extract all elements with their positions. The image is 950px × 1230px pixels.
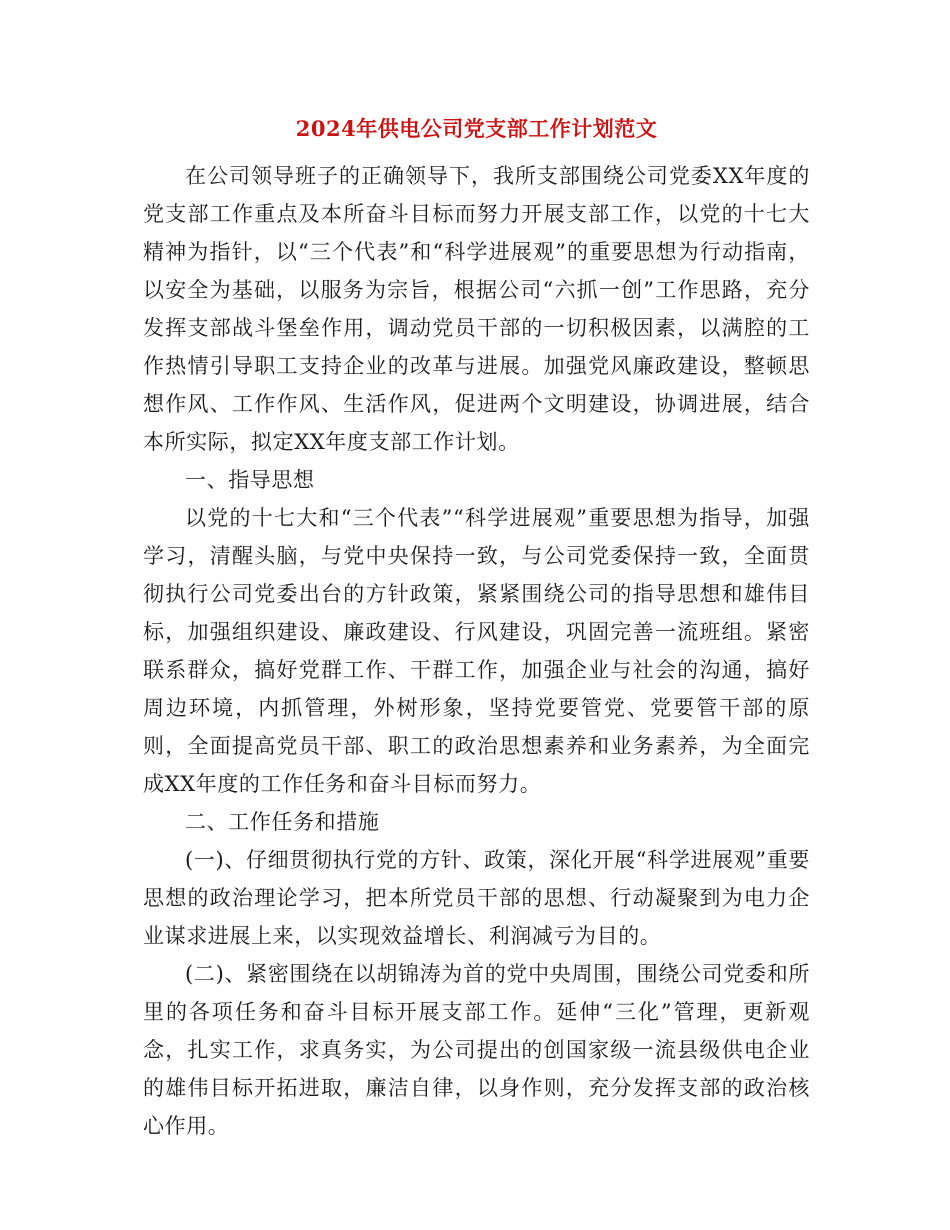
- task-item-2: (二)、紧密围绕在以胡锦涛为首的党中央周围，围绕公司党委和所里的各项任务和奋斗目标开展支部工作。延伸“三化”管理，更新观念，扎实工作，求真务实，为公司提出的创国家级一流县级供电企业的雄伟目标开拓进取，廉洁自律，以身作则，充分发挥支部的政治核心作用。: [143, 962, 810, 1138]
- task-item-1: (一)、仔细贯彻执行党的方针、政策，深化开展“科学进展观”重要思想的政治理论学习，把本所党员干部的思想、行动凝聚到为电力企业谋求进展上来，以实现效益增长、利润减亏为目的。: [143, 848, 810, 948]
- intro-paragraph: 在公司领导班子的正确领导下，我所支部围绕公司党委XX年度的党支部工作重点及本所奋斗目标而努力开展支部工作，以党的十七大精神为指针，以“三个代表”和“科学进展观”的重要思想为行动指南，以安全为基础，以服务为宗旨，根据公司“六抓一创”工作思路，充分发挥支部战斗堡垒作用，调动党员干部的一切积极因素，以满腔的工作热情引导职工支持企业的改革与进展。加强党风廉政建设，整顿思想作风、工作作风、生活作风，促进两个文明建设，协调进展，结合本所实际，拟定XX年度支部工作计划。: [143, 164, 810, 454]
- document-title: 2024年供电公司党支部工作计划范文: [295, 116, 658, 141]
- section-heading-guiding-thought: 一、指导思想: [185, 468, 315, 492]
- guiding-thought-paragraph: 以党的十七大和“三个代表”“科学进展观”重要思想为指导，加强学习，清醒头脑，与党中央保持一致，与公司党委保持一致，全面贯彻执行公司党委出台的方针政策，紧紧围绕公司的指导思想和雄伟目标，加强组织建设、廉政建设、行风建设，巩固完善一流班组。紧密联系群众，搞好党群工作、干群工作，加强企业与社会的沟通，搞好周边环境，内抓管理，外树形象，坚持党要管党、党要管干部的原则，全面提高党员干部、职工的政治思想素养和业务素养，为全面完成XX年度的工作任务和奋斗目标而努力。: [143, 506, 810, 796]
- section-heading-tasks-measures: 二、工作任务和措施: [185, 810, 380, 834]
